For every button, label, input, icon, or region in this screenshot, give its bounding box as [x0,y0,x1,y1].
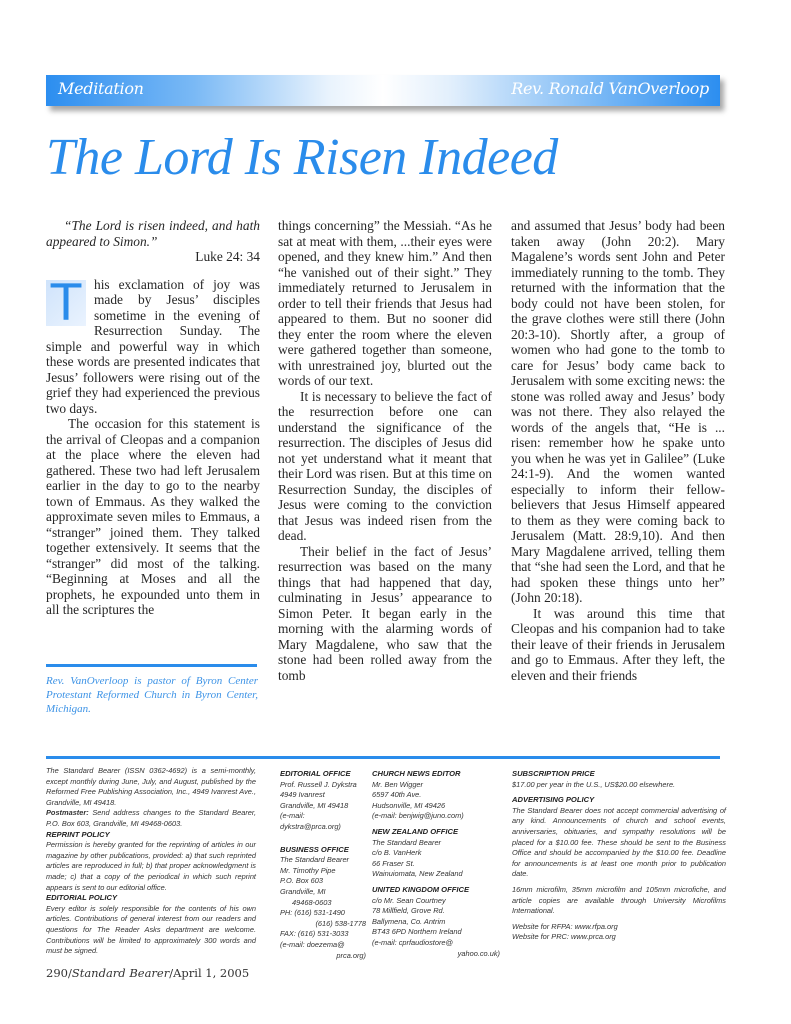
office-email: (e-mail: doezema@ [280,939,345,949]
masthead-policy-column [512,769,726,943]
microfilm-note: 16mm microfilm, 35mm microfilm and 105mm microfiche, and article copies are available through University Microfilms International. [512,884,726,916]
author-bio: Rev. VanOverloop is pastor of Byron Center Protestant Reformed Church in Byron Center, Michigan. [46,675,258,715]
office-line: Grandville, MI 49418 [280,800,349,810]
office-line: Hudsonville, MI 49426 [372,800,446,810]
office-line: 6597 40th Ave. [372,790,422,800]
article-column-1 [46,218,260,618]
article-column-2 [278,218,492,683]
section-label: Meditation [58,79,144,98]
reprint-policy-text: Permission is hereby granted for the reprinting of articles in our magazine by other publications, provided: a) that such reprinted articles are reproduced in full; b) that proper acknowledgment is made; c) that a copy of the periodical in which such reprint appears is sent to our editorial office. [46,840,256,892]
uk-office-heading: UNITED KINGDOM OFFICE [372,884,470,894]
article-paragraph: The occasion for this statement is the arrival of Cleopas and a companion at the place where the eleven had gathered. These two had left Jerusalem earlier in the day to go to the nearby town of Emmaus. As they walked the approximate seven miles to Emmaus, a “stranger” joined them. They talked together extensively. It seems that the “stranger” did most of the talking. “Beginning at Moses and all the prophets, he expounded unto them in all the scriptures the [46,416,260,617]
article-paragraph: and assumed that Jesus’ body had been taken away (John 20:2). Mary Magalene’s words sent John and Peter immediately running to the tomb. They returned with the information that the body could not have been stolen, for the grave clothes were still there (John 20:3-10). Shortly after, a group of women who had gone to the tomb to care for Jesus’ body came back to Jerusalem with some exciting news: the stone was rolled away and Jesus’ body was not there. They also relayed the words of the angels that, “He is ... risen: remember how he spake unto you when he was yet in Galilee” (Luke 24:1-9). And the women wanted especially to inform their fellow-believers that Jesus Himself appeared to them as they were coming back to Jerusalem (Matt. 28:9,10). And then Mary Magdalene arrived, telling them that “she had seen the Lord, and that he had spoken these things unto her” (John 20:18). [511,218,725,605]
postmaster-label: Postmaster: [46,808,89,818]
masthead-offices-column [280,769,366,961]
nz-office-heading: NEW ZEALAND OFFICE [372,826,459,836]
office-email: dykstra@prca.org) [280,821,341,831]
website-rfpa[interactable]: Website for RFPA: www.rfpa.org [512,921,618,931]
article-paragraph: It was around this time that Cleopas and his companion had to take their leave of their friends in Jerusalem and go to Emmaus. After they left, the eleven and their friends [511,605,725,683]
advertising-text: The Standard Bearer does not accept commercial advertising of any kind. Announcements of church and school events, anniversaries, obituaries, and sympathy resolutions will be placed for a $10.00 fee. These should be sent to the Business Office and should be accompanied by the $10.00 fee. Deadline for announcements is at least one month prior to publication date. [512,805,726,879]
article-paragraph: Their belief in the fact of Jesus’ resurrection was based on the many things that had happened that day, culminating in Jesus’ appearance to Simon Peter. It began early in the morning with the alarming words of Mary Magdalene, who saw that the stone had been rolled away from the tomb [278,543,492,683]
office-email: prca.org) [336,950,366,960]
postmaster-note [46,808,256,829]
office-line: Mr. Ben Wigger [372,779,423,789]
drop-cap: T [46,280,86,326]
office-line: The Standard Bearer [280,855,350,865]
office-phone: (616) 538-1778 [315,918,366,928]
page-folio [46,966,249,980]
epigraph-reference: Luke 24: 34 [195,249,260,264]
article-title: The Lord Is Risen Indeed [46,129,558,186]
article-paragraph: It is necessary to believe the fact of the resurrection before one can understand the significance of the resurrection. The disciples of Jesus did not yet understand what it meant that their Lord was risen. But at this time on Resurrection Sunday, the disciples of Jesus were coming to the conviction that Jesus was indeed risen from the dead. [278,388,492,543]
masthead-divider [46,756,720,759]
office-fax: FAX: (616) 531-3033 [280,929,349,939]
office-email: (e-mail: benjwig@juno.com) [372,811,464,821]
office-line: 4949 Ivanrest [280,790,325,800]
publisher-info: The Standard Bearer (ISSN 0362-4692) is a semi-monthly, except monthly during June, July, and August, published by the Reformed Free Publishing Association, Inc., 4949 Ivanrest Ave., Grandville, MI 49418. [46,766,256,807]
masthead-regional-column [372,769,500,959]
office-line: 49468-0603 [292,897,332,907]
issue-date: /April 1, 2005 [169,966,250,980]
office-line: The Standard Bearer [372,837,442,847]
author-byline: Rev. Ronald VanOverloop [511,79,709,98]
subscription-heading: SUBSCRIPTION PRICE [512,769,595,778]
office-line: BT43 6PD Northern Ireland [372,927,462,937]
editorial-policy-heading: EDITORIAL POLICY [46,893,118,903]
office-line: Prof. Russell J. Dykstra [280,779,357,789]
office-line: Grandville, MI [280,886,326,896]
article-paragraph: things concerning” the Messiah. “As he sat at meat with them, ...their eyes were opened, and they knew him.” And then “he vanished out of their sight.” They immediately returned to Jerusalem in order to tell their friends that Jesus had appeared to them. But no sooner did they enter the room where the eleven were gathered together than someone, with unrestrained joy, blurted out the words of our text. [278,218,492,388]
masthead-publisher-column [46,766,256,957]
office-line: c/o Mr. Sean Courtney [372,895,446,905]
office-phone: PH: (616) 531-1490 [280,908,345,918]
office-line: 78 Millfield, Grove Rd. [372,906,445,916]
office-email: (e-mail: cprfaudiostore@ [372,937,454,947]
office-line: Ballymena, Co. Antrim [372,916,446,926]
section-header-bar [46,75,720,106]
publication-name: Standard Bearer [71,966,170,980]
postmaster-text: Send address changes to the Standard Bearer, P.O. Box 603, Grandville, MI 49468-0603. [46,808,257,828]
website-prc[interactable]: Website for PRC: www.prca.org [512,932,616,942]
bio-divider [46,664,257,667]
office-email: yahoo.co.uk) [457,948,500,958]
article-paragraph [46,273,260,417]
business-office-heading: BUSINESS OFFICE [280,844,349,854]
church-news-heading: CHURCH NEWS EDITOR [372,769,461,778]
office-line: c/o B. VanHerk [372,848,422,858]
office-line: 66 Fraser St. [372,858,415,868]
paragraph-text: his exclamation of joy was made by Jesus’ disciples sometime in the evening of Resurrection Sunday. The simple and powerful way in which these words are presented indicates that Jesus’ followers were rising out of the grief they had experienced the previous two days. [46,276,260,416]
epigraph-quote: “The Lord is risen indeed, and hath appeared to Simon.” [46,218,260,249]
office-line: (e-mail: [280,811,305,821]
office-line: Wainuiomata, New Zealand [372,869,463,879]
editorial-office-heading: EDITORIAL OFFICE [280,769,351,778]
article-column-3 [511,218,725,683]
subscription-text: $17.00 per year in the U.S., US$20.00 elsewhere. [512,779,676,789]
office-line: P.O. Box 603 [280,876,324,886]
editorial-policy-text: Every editor is solely responsible for the contents of his own articles. Contributions of general interest from our readers and questions for The Reader Asks department are welcome. Contributions will be limited to approximately 300 words and must be signed. [46,903,256,956]
reprint-policy-heading: REPRINT POLICY [46,829,110,839]
office-line: Mr. Timothy Pipe [280,865,336,875]
advertising-heading: ADVERTISING POLICY [512,795,595,805]
page-number: 290/ [46,966,72,980]
